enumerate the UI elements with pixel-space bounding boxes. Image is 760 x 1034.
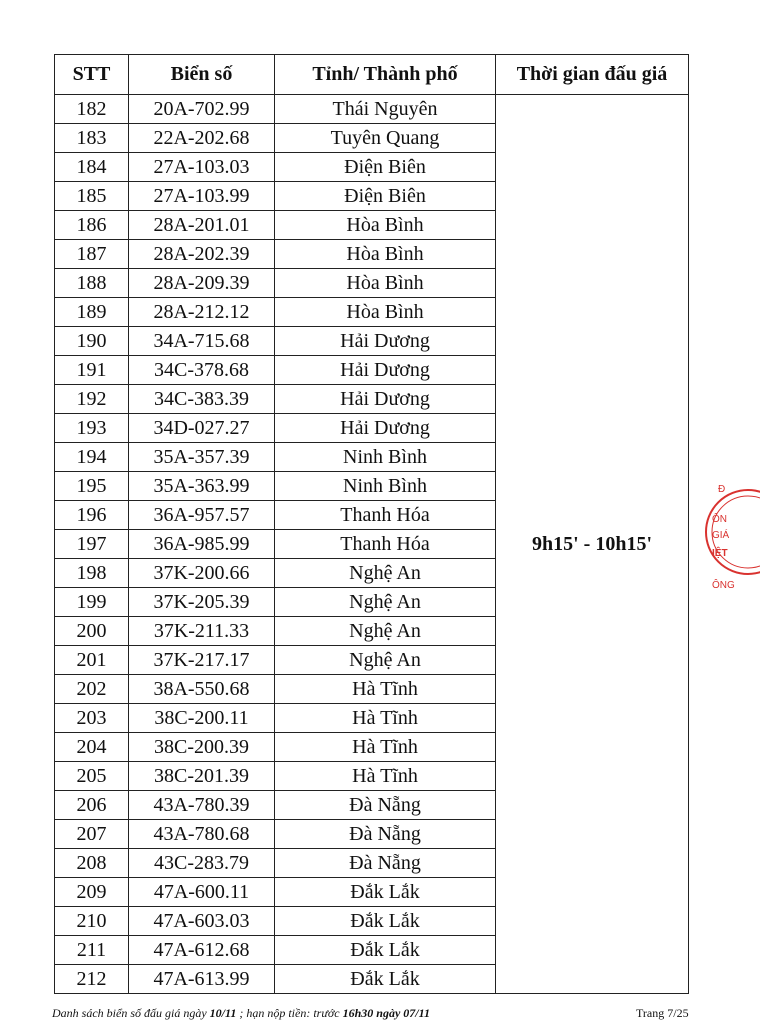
cell-plate: 37K-200.66	[129, 559, 275, 588]
cell-stt: 188	[55, 269, 129, 298]
cell-province: Đắk Lắk	[275, 936, 496, 965]
cell-stt: 192	[55, 385, 129, 414]
cell-province: Nghệ An	[275, 646, 496, 675]
cell-province: Hòa Bình	[275, 240, 496, 269]
plates-table	[54, 54, 689, 994]
cell-province: Đà Nẵng	[275, 849, 496, 878]
footer-middle: ; hạn nộp tiền: trước	[236, 1006, 343, 1020]
header-time: Thời gian đấu giá	[496, 55, 689, 95]
cell-plate: 27A-103.99	[129, 182, 275, 211]
cell-stt: 196	[55, 501, 129, 530]
cell-stt: 190	[55, 327, 129, 356]
footer-deadline: 16h30 ngày 07/11	[342, 1006, 430, 1020]
cell-province: Hà Tĩnh	[275, 704, 496, 733]
header-province: Tỉnh/ Thành phố	[275, 55, 496, 95]
cell-stt: 184	[55, 153, 129, 182]
cell-province: Hải Dương	[275, 414, 496, 443]
seal-text-fragment: Đ	[718, 484, 726, 495]
cell-stt: 208	[55, 849, 129, 878]
cell-province: Hòa Bình	[275, 211, 496, 240]
cell-plate: 38A-550.68	[129, 675, 275, 704]
cell-plate: 47A-600.11	[129, 878, 275, 907]
cell-province: Hà Tĩnh	[275, 762, 496, 791]
cell-province: Điện Biên	[275, 153, 496, 182]
footer-date: 10/11	[209, 1006, 237, 1020]
cell-plate: 37K-211.33	[129, 617, 275, 646]
cell-stt: 185	[55, 182, 129, 211]
cell-plate: 43A-780.39	[129, 791, 275, 820]
seal-text-fragment: GIÁ	[712, 530, 730, 541]
cell-plate: 38C-200.11	[129, 704, 275, 733]
cell-province: Hải Dương	[275, 385, 496, 414]
cell-province: Thái Nguyên	[275, 95, 496, 124]
cell-plate: 28A-201.01	[129, 211, 275, 240]
cell-stt: 191	[55, 356, 129, 385]
cell-stt: 203	[55, 704, 129, 733]
cell-province: Nghệ An	[275, 559, 496, 588]
cell-province: Hải Dương	[275, 356, 496, 385]
cell-plate: 20A-702.99	[129, 95, 275, 124]
table-header-row	[55, 55, 689, 95]
cell-plate: 37K-205.39	[129, 588, 275, 617]
cell-plate: 27A-103.03	[129, 153, 275, 182]
cell-province: Thanh Hóa	[275, 501, 496, 530]
cell-plate: 28A-209.39	[129, 269, 275, 298]
cell-stt: 187	[55, 240, 129, 269]
cell-plate: 43C-283.79	[129, 849, 275, 878]
cell-stt: 199	[55, 588, 129, 617]
cell-province: Hòa Bình	[275, 298, 496, 327]
seal-text-fragment: IỆT	[712, 548, 728, 559]
cell-province: Tuyên Quang	[275, 124, 496, 153]
cell-plate: 34A-715.68	[129, 327, 275, 356]
seal-text-fragment: ÔN	[712, 514, 727, 525]
table-row	[55, 95, 689, 124]
cell-province: Thanh Hóa	[275, 530, 496, 559]
cell-stt: 198	[55, 559, 129, 588]
cell-stt: 183	[55, 124, 129, 153]
cell-plate: 34C-378.68	[129, 356, 275, 385]
cell-plate: 22A-202.68	[129, 124, 275, 153]
cell-plate: 34D-027.27	[129, 414, 275, 443]
cell-province: Ninh Bình	[275, 472, 496, 501]
cell-stt: 202	[55, 675, 129, 704]
cell-plate: 47A-613.99	[129, 965, 275, 994]
cell-province: Hà Tĩnh	[275, 675, 496, 704]
cell-plate: 35A-357.39	[129, 443, 275, 472]
cell-province: Nghệ An	[275, 588, 496, 617]
cell-stt: 189	[55, 298, 129, 327]
cell-plate: 34C-383.39	[129, 385, 275, 414]
cell-province: Hà Tĩnh	[275, 733, 496, 762]
cell-plate: 35A-363.99	[129, 472, 275, 501]
cell-plate: 37K-217.17	[129, 646, 275, 675]
cell-province: Hải Dương	[275, 327, 496, 356]
cell-stt: 206	[55, 791, 129, 820]
cell-plate: 28A-202.39	[129, 240, 275, 269]
cell-province: Hòa Bình	[275, 269, 496, 298]
cell-province: Đà Nẵng	[275, 820, 496, 849]
cell-province: Nghệ An	[275, 617, 496, 646]
cell-stt: 193	[55, 414, 129, 443]
cell-province: Đắk Lắk	[275, 878, 496, 907]
cell-stt: 210	[55, 907, 129, 936]
cell-stt: 211	[55, 936, 129, 965]
footer-note	[52, 1006, 692, 1021]
cell-province: Đắk Lắk	[275, 965, 496, 994]
cell-province: Đắk Lắk	[275, 907, 496, 936]
cell-plate: 38C-201.39	[129, 762, 275, 791]
cell-plate: 36A-957.57	[129, 501, 275, 530]
cell-plate: 38C-200.39	[129, 733, 275, 762]
cell-stt: 212	[55, 965, 129, 994]
cell-stt: 201	[55, 646, 129, 675]
cell-stt: 182	[55, 95, 129, 124]
header-plate: Biển số	[129, 55, 275, 95]
cell-auction-time: 9h15' - 10h15'	[496, 95, 689, 994]
cell-stt: 209	[55, 878, 129, 907]
red-seal-stamp	[700, 470, 760, 610]
cell-stt: 204	[55, 733, 129, 762]
page-number: Trang 7/25	[636, 1006, 689, 1020]
cell-plate: 28A-212.12	[129, 298, 275, 327]
cell-stt: 197	[55, 530, 129, 559]
cell-stt: 195	[55, 472, 129, 501]
header-stt: STT	[55, 55, 129, 95]
cell-province: Ninh Bình	[275, 443, 496, 472]
cell-province: Đà Nẵng	[275, 791, 496, 820]
footer-prefix: Danh sách biển số đấu giá ngày	[52, 1006, 210, 1020]
cell-stt: 194	[55, 443, 129, 472]
cell-stt: 205	[55, 762, 129, 791]
seal-text-fragment: ÔNG	[712, 580, 735, 591]
cell-plate: 36A-985.99	[129, 530, 275, 559]
cell-plate: 43A-780.68	[129, 820, 275, 849]
cell-province: Điện Biên	[275, 182, 496, 211]
cell-plate: 47A-603.03	[129, 907, 275, 936]
cell-stt: 186	[55, 211, 129, 240]
cell-stt: 200	[55, 617, 129, 646]
cell-stt: 207	[55, 820, 129, 849]
cell-plate: 47A-612.68	[129, 936, 275, 965]
